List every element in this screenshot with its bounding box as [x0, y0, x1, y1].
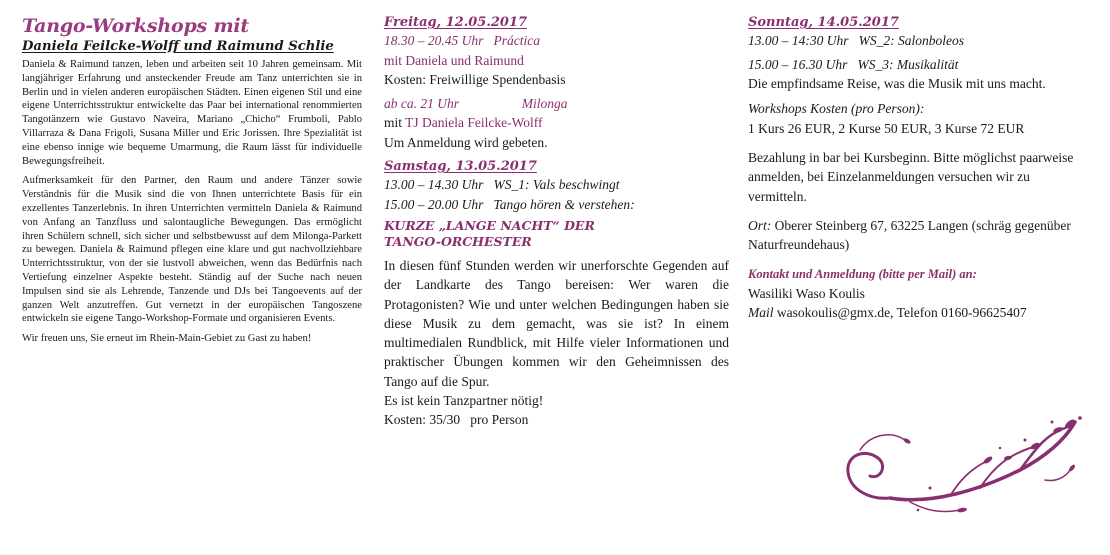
teachers-subtitle: Daniela Feilcke-Wolff und Raimund Schlie [22, 39, 334, 54]
contact-name: Wasiliki Waso Koulis [748, 286, 865, 302]
intro-paragraph-2: Aufmerksamkeit für den Partner, den Raum und andere Tänzer sowie Verständnis für die Musik sind die von Ihnen unterrichtete Basis für ein exzellentes Tanzerlebnis. In ihren Unterrichten vermitteln Daniela & Raimund von Anfang an Tanzfluss und salontaugliche Bewegungen. Das ermöglicht ihren Schülern schnell, sich sicher und selbstbewusst auf dem Milonga-Parkett zu bewegen. Daniela & Raimund pflegen eine klare und gut nachvollziehbare Unterrichtsstruktur, von der sie lustvoll abweichen, wenn das Bedürfnis nach Vertiefung einzelner Aspekte besteht. Ständig auf der Suche nach neuen Impulsen sind sie als Lehrende, Tanzende und DJs bei Tangoevents auf der ganzen Welt anzutreffen. Gut vernetzt in der europäischen Tangoszene entwickeln sie eigene Tango-Workshop-Formate und organisieren Events. [22, 175, 362, 325]
intro-column [22, 14, 362, 346]
saturday-ws1-line [384, 175, 729, 195]
friday-milonga-time: ab ca. 21 Uhr [384, 95, 459, 111]
friday-practica-time: 18.30 – 20.45 Uhr [384, 33, 484, 48]
page-title: Tango-Workshops mit [22, 15, 249, 37]
friday-practica-with: mit Daniela und Raimund [384, 52, 524, 68]
friday-dj-prefix: mit [384, 115, 403, 130]
sunday-ws3-line [748, 55, 1088, 75]
saturday-ws1-time: 13.00 – 14.30 Uhr [384, 177, 484, 192]
sunday-ws2-title: WS_2: Salonboleos [858, 33, 964, 48]
friday-heading: Freitag, 12.05.2017 [384, 15, 528, 30]
friday-dj-line [384, 113, 729, 133]
saturday-ws2-title: Tango hören & verstehen: [493, 196, 635, 212]
sunday-ws3-title: WS_3: Musikalität [857, 56, 959, 72]
payment-note: Bezahlung in bar bei Kursbeginn. Bitte möglichst paarweise anmelden, bei Einzelanmeldungen versuchen wir zu vermitteln. [748, 150, 1074, 204]
friday-milonga-line [384, 94, 729, 114]
mail-label: Mail [748, 305, 774, 321]
floral-swirl-ornament-icon [830, 410, 1090, 520]
saturday-heading: Samstag, 13.05.2017 [384, 159, 537, 174]
info-column [748, 14, 1088, 323]
contact-mail-line [748, 303, 1088, 322]
venue-address: Oberer Steinberg 67, 63225 Langen (schräg gegenüber Naturfreundehaus) [748, 217, 1071, 253]
friday-practica-label: Práctica [493, 33, 541, 48]
saturday-ws2-line [384, 195, 729, 215]
sunday-ws3-time: 15.00 – 16.30 Uhr [748, 56, 848, 72]
contact-mail: wasokoulis@gmx.de, Telefon 0160-96625407 [776, 305, 1027, 321]
long-night-heading: KURZE „LANGE NACHT“ DER TANGO-ORCHESTER [384, 218, 595, 249]
intro-paragraph-1: Daniela & Raimund tanzen, leben und arbeiten seit 10 Jahren gemeinsam. Mit langjähriger Erfahrung und ansteckender Freude am Tanz unterrichten sie in Berlin und in vielen anderen europäischen Städten. Einen eigenen Stil und eine eigene Unterrichtsstruktur entwickelte das Paar bei international renommierten Tangotänzern wie Gustavo Naveira, Mariano „Chicho“ Frumboli, Pablo Villarraza & Dana Frigoli, Susana Miller und Eric Jorissen. Ihre Spezialität ist eine ebenso innige wie bequeme Umarmung, die Raum lässt für individuelle Bewegungsfreiheit. [22, 59, 362, 167]
long-night-description: In diesen fünf Stunden werden wir unerforschte Gegenden auf der Landkarte des Tango bereisen: Wer waren die Protagonisten? Wie und unter welchen Bedingungen haben sie diese Musik zu dem gemacht, was sie ist? In einem multimedialen Rundblick, mit Hilfe vieler Informationen und praktischer Übungen kommen wir den Geheimnissen des Tango auf die Spur. [384, 258, 729, 389]
intro-paragraph-3: Wir freuen uns, Sie erneut im Rhein-Main-Gebiet zu Gast zu haben! [22, 333, 312, 345]
friday-practica-cost: Kosten: Freiwillige Spendenbasis [384, 72, 566, 87]
long-night-cost: Kosten: 35/30 pro Person [384, 412, 529, 428]
friday-dj-name: TJ Daniela Feilcke-Wolff [405, 115, 543, 130]
no-partner-note: Es ist kein Tanzpartner nötig! [384, 393, 544, 409]
saturday-ws2-time: 15.00 – 20.00 Uhr [384, 196, 484, 212]
sunday-ws3-description: Die empfindsame Reise, was die Musik mit uns macht. [748, 76, 1046, 91]
saturday-ws1-title: WS_1: Vals beschwingt [493, 177, 620, 192]
sunday-ws2-time: 13.00 – 14:30 Uhr [748, 33, 849, 48]
sunday-heading: Sonntag, 14.05.2017 [748, 15, 899, 30]
venue-label: Ort: [748, 217, 772, 233]
workshop-costs-heading: Workshops Kosten (pro Person): [748, 101, 925, 117]
friday-practica-line [384, 31, 729, 51]
schedule-column [384, 14, 729, 430]
sunday-ws2-line [748, 31, 1088, 51]
friday-registration-note: Um Anmeldung wird gebeten. [384, 134, 548, 150]
workshop-costs: 1 Kurs 26 EUR, 2 Kurse 50 EUR, 3 Kurse 72 EUR [748, 120, 1025, 136]
contact-heading: Kontakt und Anmeldung (bitte per Mail) an: [748, 266, 977, 281]
venue [748, 216, 1088, 255]
friday-milonga-label: Milonga [521, 95, 568, 111]
